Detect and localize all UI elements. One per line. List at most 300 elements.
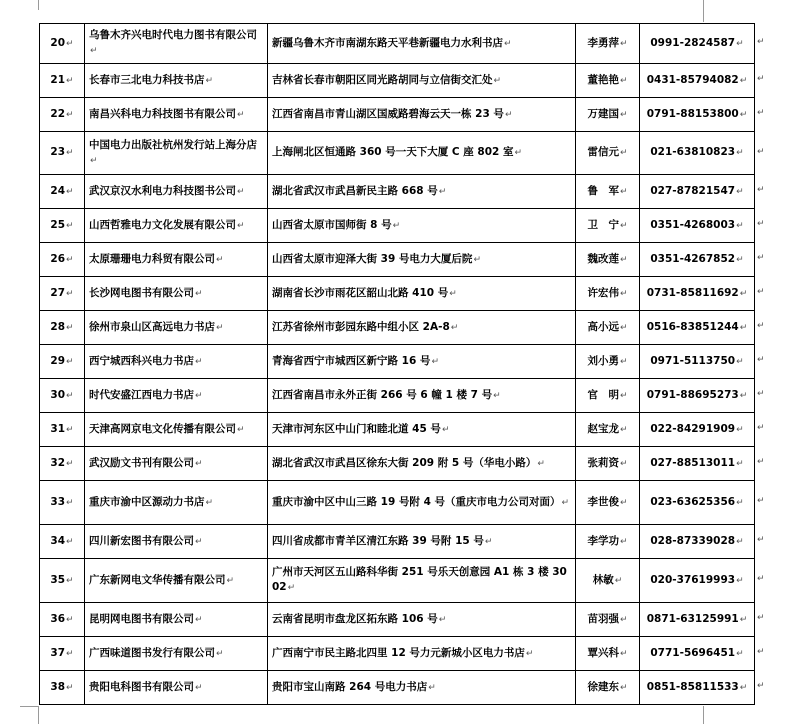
paragraph-mark: ↵ xyxy=(66,322,74,333)
paragraph-mark: ↵ xyxy=(736,648,744,659)
phone-number: 021-63810823 xyxy=(650,146,736,158)
row-number-cell xyxy=(40,345,85,379)
row-number-cell xyxy=(40,132,85,175)
row-number-cell xyxy=(40,379,85,413)
company-address-cell xyxy=(268,413,576,447)
company-address-cell xyxy=(268,379,576,413)
row-number-cell xyxy=(40,243,85,277)
phone-number-cell xyxy=(640,447,755,481)
company-address-cell xyxy=(268,481,576,525)
row-number: 31 xyxy=(50,422,66,435)
paragraph-mark: ↵ xyxy=(619,682,628,693)
company-name: 南昌兴科电力科技图书有限公司 xyxy=(89,107,236,120)
phone-number-cell xyxy=(640,243,755,277)
paragraph-mark: ↵ xyxy=(739,75,748,86)
company-address-cell xyxy=(268,525,576,559)
paragraph-mark: ↵ xyxy=(90,155,98,166)
row-number-cell xyxy=(40,311,85,345)
company-address: 湖南省长沙市雨花区韶山北路 410 号 xyxy=(272,286,449,299)
paragraph-mark: ↵ xyxy=(619,220,628,231)
paragraph-mark: ↵ xyxy=(739,390,748,401)
paragraph-mark: ↵ xyxy=(66,390,74,401)
row-end-mark: ↵ xyxy=(757,185,765,195)
row-number-cell xyxy=(40,671,85,705)
paragraph-mark: ↵ xyxy=(428,682,436,693)
company-address: 江苏省徐州市彭园东路中组小区 2A-8 xyxy=(272,320,450,333)
row-number: 37 xyxy=(50,646,66,659)
phone-number-cell xyxy=(640,413,755,447)
row-number-cell xyxy=(40,277,85,311)
table-row xyxy=(40,24,755,64)
contact-person-cell xyxy=(576,24,640,64)
company-name: 徐州市泉山区高远电力书店 xyxy=(89,320,215,333)
company-address: 天津市河东区中山门和睦北道 45 号 xyxy=(272,422,441,435)
paragraph-mark: ↵ xyxy=(205,497,214,508)
paragraph-mark: ↵ xyxy=(619,288,628,299)
row-end-mark: ↵ xyxy=(757,287,765,297)
paragraph-mark: ↵ xyxy=(736,356,744,367)
company-name: 乌鲁木齐兴电时代电力图书有限公司 xyxy=(89,29,257,41)
paragraph-mark: ↵ xyxy=(237,424,245,435)
paragraph-mark: ↵ xyxy=(619,614,628,625)
row-number: 21 xyxy=(50,73,66,86)
contact-person-cell xyxy=(576,175,640,209)
company-name-cell xyxy=(85,243,268,277)
paragraph-mark: ↵ xyxy=(619,458,628,469)
paragraph-mark: ↵ xyxy=(216,254,224,265)
company-address: 吉林省长春市朝阳区同光路胡同与立信街交汇处 xyxy=(272,73,493,86)
paragraph-mark: ↵ xyxy=(736,148,744,158)
paragraph-mark: ↵ xyxy=(619,38,628,49)
paragraph-mark: ↵ xyxy=(619,322,628,333)
row-end-mark: ↵ xyxy=(757,108,765,118)
company-name: 天津高网京电文化传播有限公司 xyxy=(89,422,236,435)
company-address: 上海闸北区恒通路 360 号一天下大厦 C 座 802 室 xyxy=(272,146,514,158)
paragraph-mark: ↵ xyxy=(449,288,457,299)
row-number: 28 xyxy=(50,320,66,333)
contact-person: 万建国 xyxy=(587,107,619,120)
phone-number: 0851-85811533 xyxy=(646,680,739,693)
contact-person: 苗羽强 xyxy=(587,612,619,625)
company-name: 长春市三北电力科技书店 xyxy=(89,73,205,86)
phone-number: 028-87339028 xyxy=(650,534,736,547)
paragraph-mark: ↵ xyxy=(66,648,74,659)
paragraph-mark: ↵ xyxy=(438,186,447,197)
paragraph-mark: ↵ xyxy=(195,390,203,401)
contact-person-cell xyxy=(576,481,640,525)
paragraph-mark: ↵ xyxy=(66,497,74,508)
company-address: 江西省南昌市永外正街 266 号 6 幢 1 楼 7 号 xyxy=(272,388,493,401)
paragraph-mark: ↵ xyxy=(431,356,439,367)
row-number-cell xyxy=(40,559,85,603)
paragraph-mark: ↵ xyxy=(736,186,744,197)
row-end-mark: ↵ xyxy=(757,389,765,399)
company-address: 江西省南昌市青山湖区国威路碧海云天一栋 23 号 xyxy=(272,107,504,120)
company-address: 青海省西宁市城西区新宁路 16 号 xyxy=(272,354,431,367)
paragraph-mark: ↵ xyxy=(66,38,74,49)
row-number: 30 xyxy=(50,388,66,401)
paragraph-mark: ↵ xyxy=(438,614,447,625)
paragraph-mark: ↵ xyxy=(619,536,628,547)
paragraph-mark: ↵ xyxy=(484,536,493,547)
paragraph-mark: ↵ xyxy=(473,254,481,265)
phone-number-cell xyxy=(640,277,755,311)
phone-number-cell xyxy=(640,603,755,637)
contact-person: 官 明 xyxy=(587,388,619,401)
paragraph-mark: ↵ xyxy=(619,424,628,435)
paragraph-mark: ↵ xyxy=(619,75,628,86)
company-address: 湖北省武汉市武昌区徐东大街 209 附 5 号（华电小路） xyxy=(272,456,537,469)
paragraph-mark: ↵ xyxy=(739,109,748,120)
contact-person-cell xyxy=(576,209,640,243)
company-name: 四川新宏图书有限公司 xyxy=(89,534,194,547)
contact-person-cell xyxy=(576,64,640,98)
row-number-cell xyxy=(40,209,85,243)
paragraph-mark: ↵ xyxy=(614,575,623,586)
paragraph-mark: ↵ xyxy=(66,186,74,197)
company-name: 广西味道图书发行有限公司 xyxy=(89,646,215,659)
contact-person-cell xyxy=(576,413,640,447)
row-number-cell xyxy=(40,481,85,525)
company-name-cell xyxy=(85,559,268,603)
row-end-mark: ↵ xyxy=(757,253,765,263)
row-end-mark: ↵ xyxy=(757,681,765,691)
row-number: 34 xyxy=(50,534,66,547)
paragraph-mark: ↵ xyxy=(66,75,74,86)
crop-mark-bottom-left xyxy=(38,706,39,724)
company-address: 广州市天河区五山路科华街 251 号乐天创意园 A1 栋 3 楼 3002 xyxy=(272,566,567,593)
company-name-cell xyxy=(85,447,268,481)
phone-number: 0351-4268003 xyxy=(650,218,736,231)
company-address-cell xyxy=(268,243,576,277)
paragraph-mark: ↵ xyxy=(66,109,74,120)
paragraph-mark: ↵ xyxy=(493,75,502,86)
row-number: 23 xyxy=(50,146,66,158)
phone-number-cell xyxy=(640,311,755,345)
table-row xyxy=(40,447,755,481)
paragraph-mark: ↵ xyxy=(619,648,628,659)
table-row xyxy=(40,243,755,277)
contact-person: 覃兴科 xyxy=(587,646,619,659)
row-end-mark: ↵ xyxy=(757,613,765,623)
company-name: 重庆市渝中区源动力书店 xyxy=(89,495,205,508)
phone-number-cell xyxy=(640,671,755,705)
table-row xyxy=(40,379,755,413)
phone-number: 027-87821547 xyxy=(650,184,736,197)
contact-person: 李学功 xyxy=(587,534,619,547)
company-address: 重庆市渝中区中山三路 19 号附 4 号（重庆市电力公司对面） xyxy=(272,495,561,508)
company-name-cell xyxy=(85,209,268,243)
row-end-mark: ↵ xyxy=(757,37,765,47)
row-number: 38 xyxy=(50,680,66,693)
contact-person: 雷信元 xyxy=(587,146,619,158)
paragraph-mark: ↵ xyxy=(237,109,245,120)
paragraph-mark: ↵ xyxy=(736,220,744,231)
company-name-cell xyxy=(85,413,268,447)
paragraph-mark: ↵ xyxy=(514,148,523,158)
crop-mark-top-right xyxy=(703,0,704,22)
company-address-cell xyxy=(268,637,576,671)
distributor-table-body xyxy=(40,24,755,705)
paragraph-mark: ↵ xyxy=(195,356,203,367)
company-address: 湖北省武汉市武昌新民主路 668 号 xyxy=(272,184,438,197)
paragraph-mark: ↵ xyxy=(619,148,628,158)
table-row xyxy=(40,413,755,447)
paragraph-mark: ↵ xyxy=(195,288,203,299)
phone-number-cell xyxy=(640,345,755,379)
contact-person: 许宏伟 xyxy=(587,286,619,299)
contact-person-cell xyxy=(576,379,640,413)
phone-number: 0431-85794082 xyxy=(646,73,739,86)
crop-mark-bottom-left-h xyxy=(20,706,38,707)
row-number: 29 xyxy=(50,354,66,367)
paragraph-mark: ↵ xyxy=(739,322,748,333)
paragraph-mark: ↵ xyxy=(66,424,74,435)
contact-person-cell xyxy=(576,603,640,637)
paragraph-mark: ↵ xyxy=(66,682,74,693)
phone-number: 0991-2824587 xyxy=(650,36,736,49)
paragraph-mark: ↵ xyxy=(736,536,744,547)
company-address-cell xyxy=(268,64,576,98)
contact-person-cell xyxy=(576,311,640,345)
contact-person: 鲁 军 xyxy=(587,184,619,197)
contact-person: 林敏 xyxy=(592,573,614,586)
paragraph-mark: ↵ xyxy=(66,458,74,469)
phone-number-cell xyxy=(640,132,755,175)
paragraph-mark: ↵ xyxy=(525,648,534,659)
table-row xyxy=(40,175,755,209)
paragraph-mark: ↵ xyxy=(619,254,628,265)
paragraph-mark: ↵ xyxy=(736,424,744,435)
paragraph-mark: ↵ xyxy=(441,424,450,435)
paragraph-mark: ↵ xyxy=(504,109,513,120)
table-row xyxy=(40,311,755,345)
row-number: 22 xyxy=(50,107,66,120)
paragraph-mark: ↵ xyxy=(736,575,744,586)
paragraph-mark: ↵ xyxy=(66,614,74,625)
paragraph-mark: ↵ xyxy=(739,614,748,625)
paragraph-mark: ↵ xyxy=(66,148,74,158)
table-row xyxy=(40,132,755,175)
crop-mark-top-left xyxy=(38,0,39,10)
table-row xyxy=(40,345,755,379)
contact-person-cell xyxy=(576,277,640,311)
paragraph-mark: ↵ xyxy=(66,220,74,231)
company-name-cell xyxy=(85,132,268,175)
paragraph-mark: ↵ xyxy=(237,220,245,231)
row-end-mark: ↵ xyxy=(757,647,765,657)
company-name-cell xyxy=(85,525,268,559)
row-end-mark: ↵ xyxy=(757,321,765,331)
company-name: 广东新网电文华传播有限公司 xyxy=(89,573,226,586)
phone-number-cell xyxy=(640,559,755,603)
paragraph-mark: ↵ xyxy=(619,109,628,120)
contact-person: 卫 宁 xyxy=(587,218,619,231)
row-number-cell xyxy=(40,64,85,98)
row-number-cell xyxy=(40,447,85,481)
paragraph-mark: ↵ xyxy=(504,38,512,49)
phone-number: 0791-88695273 xyxy=(646,388,739,401)
row-number-cell xyxy=(40,24,85,64)
company-address-cell xyxy=(268,447,576,481)
table-row xyxy=(40,603,755,637)
contact-person-cell xyxy=(576,559,640,603)
phone-number: 023-63625356 xyxy=(650,495,736,508)
row-number-cell xyxy=(40,525,85,559)
paragraph-mark: ↵ xyxy=(736,458,744,469)
crop-mark-bottom-right xyxy=(703,706,704,724)
phone-number-cell xyxy=(640,24,755,64)
company-address-cell xyxy=(268,671,576,705)
paragraph-mark: ↵ xyxy=(195,682,203,693)
company-address: 云南省昆明市盘龙区拓东路 106 号 xyxy=(272,612,438,625)
contact-person: 徐建东 xyxy=(587,680,619,693)
company-name-cell xyxy=(85,481,268,525)
phone-number-cell xyxy=(640,175,755,209)
company-name-cell xyxy=(85,637,268,671)
contact-person-cell xyxy=(576,345,640,379)
paragraph-mark: ↵ xyxy=(66,356,74,367)
paragraph-mark: ↵ xyxy=(205,75,214,86)
company-address-cell xyxy=(268,209,576,243)
table-row xyxy=(40,277,755,311)
paragraph-mark: ↵ xyxy=(392,220,401,231)
company-address: 山西省太原市国师街 8 号 xyxy=(272,218,392,231)
table-row xyxy=(40,481,755,525)
paragraph-mark: ↵ xyxy=(537,458,545,469)
phone-number-cell xyxy=(640,481,755,525)
row-end-mark: ↵ xyxy=(757,146,765,157)
company-name-cell xyxy=(85,175,268,209)
company-address-cell xyxy=(268,345,576,379)
phone-number: 0731-85811692 xyxy=(646,286,739,299)
phone-number-cell xyxy=(640,525,755,559)
company-address-cell xyxy=(268,559,576,603)
paragraph-mark: ↵ xyxy=(237,186,245,197)
row-number: 26 xyxy=(50,252,66,265)
phone-number: 020-37619993 xyxy=(650,573,736,586)
phone-number: 0971-5113750 xyxy=(650,354,736,367)
row-number-cell xyxy=(40,413,85,447)
company-address: 广西南宁市民主路北四里 12 号力元新城小区电力书店 xyxy=(272,646,525,659)
row-number-cell xyxy=(40,175,85,209)
contact-person: 高小远 xyxy=(587,320,619,333)
company-name-cell xyxy=(85,24,268,64)
row-number: 24 xyxy=(50,184,66,197)
company-name-cell xyxy=(85,345,268,379)
row-end-mark: ↵ xyxy=(757,457,765,467)
row-number: 36 xyxy=(50,612,66,625)
paragraph-mark: ↵ xyxy=(66,575,74,586)
phone-number: 0771-5696451 xyxy=(650,646,736,659)
company-name: 昆明网电图书有限公司 xyxy=(89,612,194,625)
company-name: 武汉励文书刊有限公司 xyxy=(89,456,194,469)
paragraph-mark: ↵ xyxy=(66,536,74,547)
company-address-cell xyxy=(268,98,576,132)
row-number-cell xyxy=(40,637,85,671)
contact-person-cell xyxy=(576,637,640,671)
contact-person-cell xyxy=(576,671,640,705)
contact-person: 董艳艳 xyxy=(587,73,619,86)
paragraph-mark: ↵ xyxy=(226,575,235,586)
contact-person: 李世俊 xyxy=(587,495,619,508)
row-end-mark: ↵ xyxy=(757,535,765,545)
row-end-mark: ↵ xyxy=(757,74,765,84)
paragraph-mark: ↵ xyxy=(739,682,748,693)
paragraph-mark: ↵ xyxy=(561,497,570,508)
phone-number-cell xyxy=(640,209,755,243)
company-address-cell xyxy=(268,277,576,311)
paragraph-mark: ↵ xyxy=(739,288,748,299)
contact-person-cell xyxy=(576,132,640,175)
phone-number-cell xyxy=(640,98,755,132)
row-number: 32 xyxy=(50,456,66,469)
company-name: 西宁城西科兴电力书店 xyxy=(89,354,194,367)
company-address-cell xyxy=(268,24,576,64)
row-end-mark: ↵ xyxy=(757,574,765,584)
paragraph-mark: ↵ xyxy=(195,536,203,547)
paragraph-mark: ↵ xyxy=(195,614,203,625)
paragraph-mark: ↵ xyxy=(216,322,224,333)
company-address-cell xyxy=(268,603,576,637)
paragraph-mark: ↵ xyxy=(195,458,203,469)
row-number: 35 xyxy=(50,573,66,586)
paragraph-mark: ↵ xyxy=(450,322,459,333)
company-address: 山西省太原市迎泽大街 39 号电力大厦后院 xyxy=(272,252,473,265)
phone-number: 0791-88153800 xyxy=(646,107,739,120)
contact-person: 李勇萍 xyxy=(587,36,619,49)
paragraph-mark: ↵ xyxy=(66,254,74,265)
paragraph-mark: ↵ xyxy=(619,497,628,508)
contact-person-cell xyxy=(576,525,640,559)
phone-number-cell xyxy=(640,379,755,413)
company-name-cell xyxy=(85,98,268,132)
contact-person-cell xyxy=(576,447,640,481)
phone-number-cell xyxy=(640,637,755,671)
paragraph-mark: ↵ xyxy=(493,390,501,401)
company-name-cell xyxy=(85,311,268,345)
paragraph-mark: ↵ xyxy=(287,583,296,593)
table-row xyxy=(40,64,755,98)
paragraph-mark: ↵ xyxy=(619,356,628,367)
contact-person: 张莉资 xyxy=(587,456,619,469)
company-name: 武汉京汉水利电力科技图书公司 xyxy=(89,184,236,197)
paragraph-mark: ↵ xyxy=(619,390,628,401)
company-name: 太原珊珊电力科贸有限公司 xyxy=(89,252,215,265)
row-end-mark: ↵ xyxy=(757,423,765,433)
company-address: 四川省成都市青羊区清江东路 39 号附 15 号 xyxy=(272,534,484,547)
company-name: 时代安盛江西电力书店 xyxy=(89,388,194,401)
paragraph-mark: ↵ xyxy=(90,46,98,56)
paragraph-mark: ↵ xyxy=(736,497,744,508)
row-end-mark: ↵ xyxy=(757,219,765,229)
row-number-cell xyxy=(40,603,85,637)
phone-number: 0516-83851244 xyxy=(646,320,739,333)
paragraph-mark: ↵ xyxy=(619,186,628,197)
table-row xyxy=(40,637,755,671)
row-number: 20 xyxy=(50,36,66,49)
company-address: 贵阳市宝山南路 264 号电力书店 xyxy=(272,680,428,693)
row-number-cell xyxy=(40,98,85,132)
table-row xyxy=(40,671,755,705)
company-name-cell xyxy=(85,671,268,705)
company-name: 长沙网电图书有限公司 xyxy=(89,286,194,299)
company-address-cell xyxy=(268,175,576,209)
row-number: 27 xyxy=(50,286,66,299)
company-name: 山西哲雅电力文化发展有限公司 xyxy=(89,218,236,231)
paragraph-mark: ↵ xyxy=(66,288,74,299)
table-row xyxy=(40,98,755,132)
